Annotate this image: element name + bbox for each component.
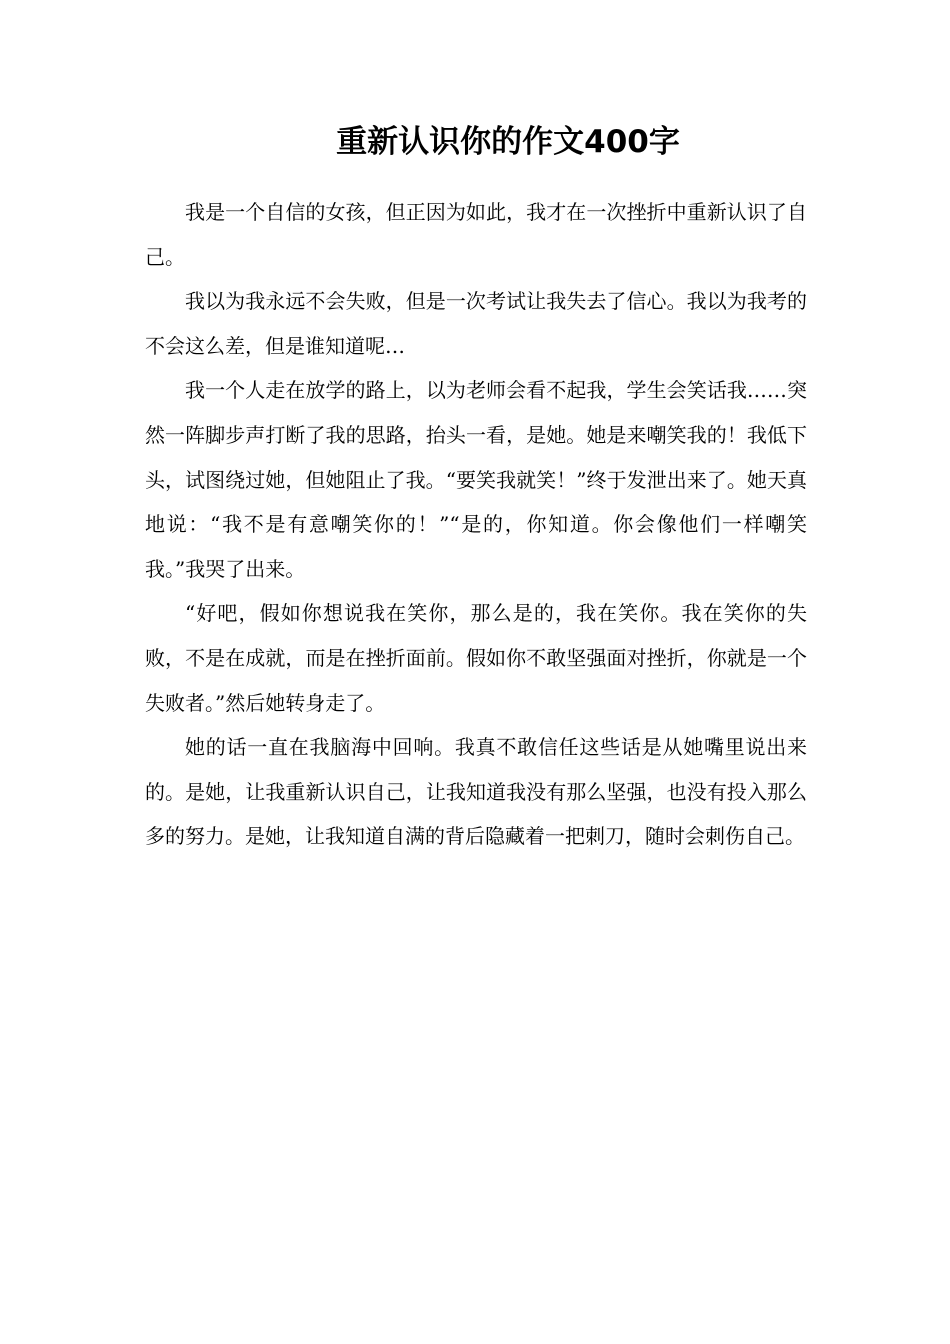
paragraph: 她的话一直在我脑海中回响。我真不敢信任这些话是从她嘴里说出来的。是她，让我重新认识自己，让我知道我没有那么坚强，也没有投入那么多的努力。是她，让我知道自满的背后隐藏着一把刺刀，随时会刺伤自己。 bbox=[145, 735, 807, 849]
paragraph: 我一个人走在放学的路上，以为老师会看不起我，学生会笑话我……突然一阵脚步声打断了我的思路，抬头一看，是她。她是来嘲笑我的！我低下头，试图绕过她，但她阻止了我。“要笑我就笑！”终于发泄出来了。她天真地说：“我不是有意嘲笑你的！”“是的，你知道。你会像他们一样嘲笑我。”我哭了出来。 bbox=[145, 378, 807, 581]
paragraph: 我是一个自信的女孩，但正因为如此，我才在一次挫折中重新认识了自己。 bbox=[145, 200, 807, 269]
document-body bbox=[145, 190, 807, 859]
paragraph: “好吧，假如你想说我在笑你，那么是的，我在笑你。我在笑你的失败，不是在成就，而是在挫折面前。假如你不敢坚强面对挫折，你就是一个失败者。”然后她转身走了。 bbox=[145, 601, 807, 715]
paragraph: 我以为我永远不会失败，但是一次考试让我失去了信心。我以为我考的不会这么差，但是谁知道呢… bbox=[145, 289, 807, 358]
document-title: 重新认识你的作文400字 bbox=[336, 124, 680, 160]
